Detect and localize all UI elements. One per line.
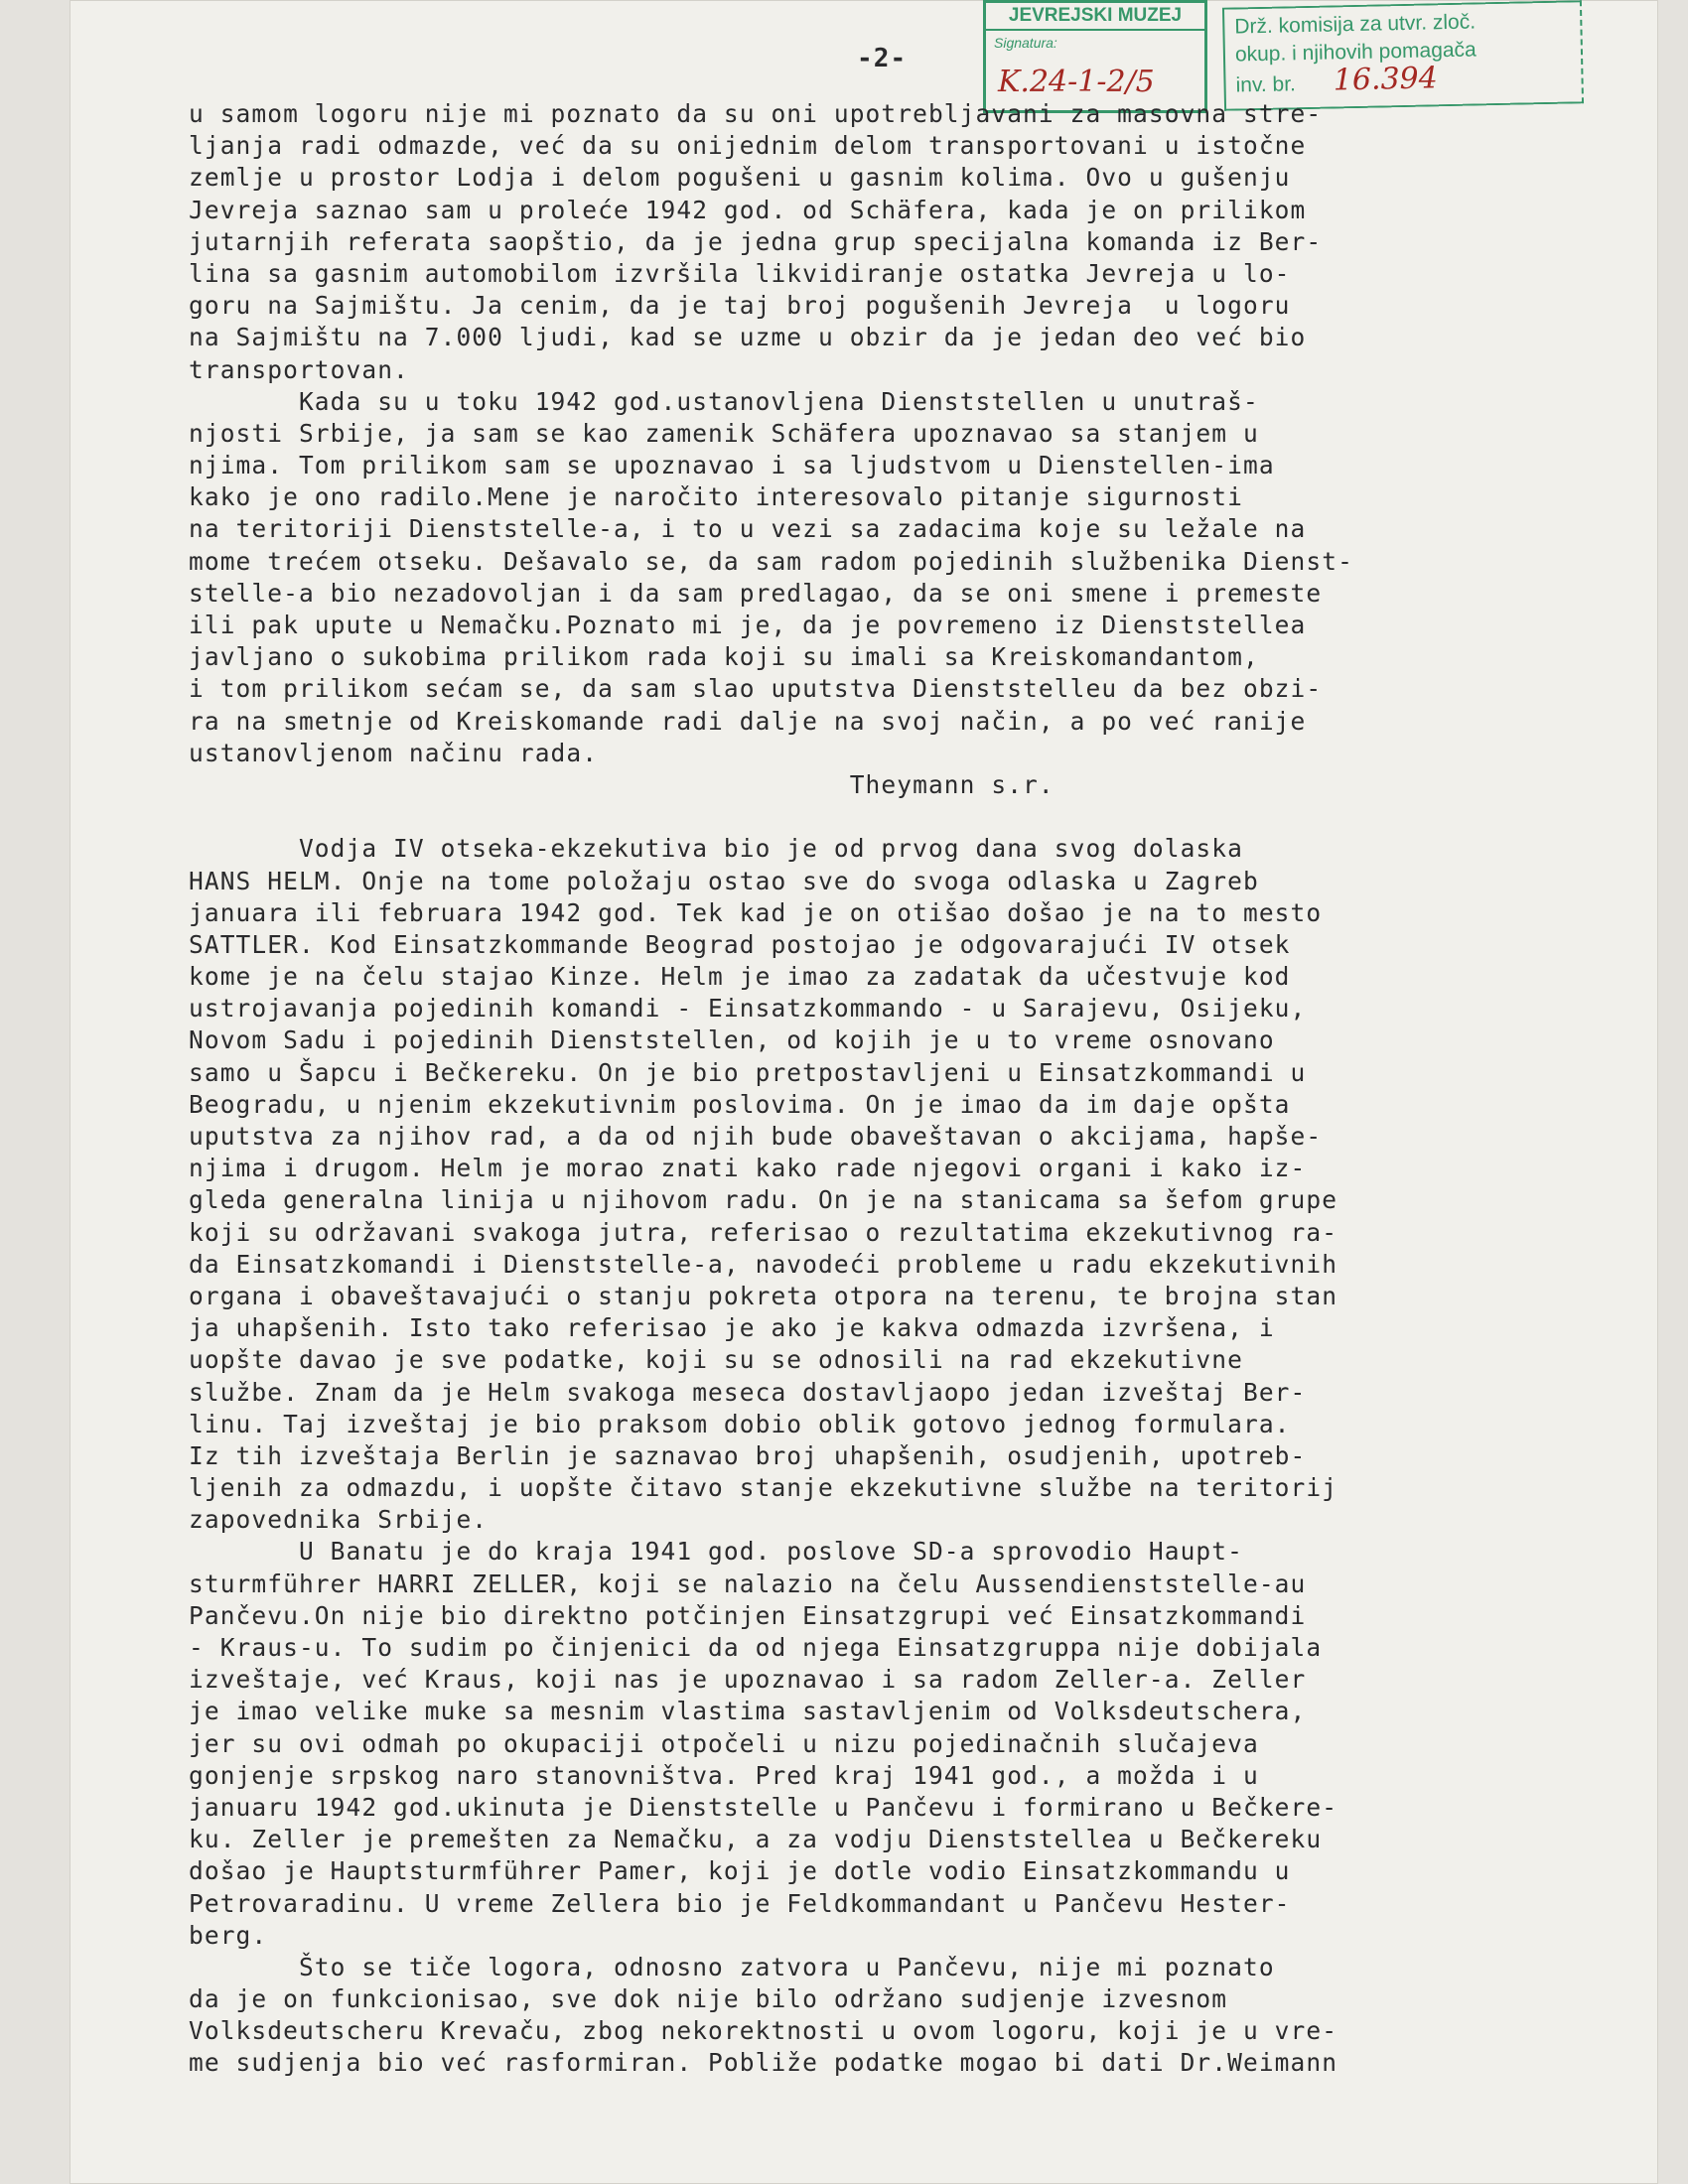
text-line: njosti Srbije, ja sam se kao zamenik Schäfera upoznavao sa stanjem u [189,418,1259,448]
text-line: kako je ono radilo.Mene je naročito interesovalo pitanje sigurnosti [189,482,1243,512]
text-line: Iz tih izveštaja Berlin je saznavao broj uhapšenih, osudjenih, upotreb- [189,1440,1307,1470]
text-line: i tom prilikom sećam se, da sam slao uputstva Dienststelleu da bez obzi- [189,674,1323,704]
text-line: januaru 1942 god.ukinuta je Dienststelle u Pančevu i formirano u Bečkere- [189,1792,1338,1822]
text-line: me sudjenja bio već rasformiran. Pobliže podatke mogao bi dati Dr.Weimann [189,2048,1338,2078]
museum-archive-stamp [983,0,1207,113]
text-line: berg. [189,1920,268,1950]
text-line: uputstva za njihov rad, a da od njih bude obaveštavan o akcijama, hapše- [189,1122,1323,1151]
text-line: stelle-a bio nezadovoljan i da sam predlagao, da se oni smene i premeste [189,578,1323,608]
text-line: kome je na čelu stajao Kinze. Helm je imao za zadatak da učestvuje kod [189,962,1291,992]
museum-stamp-signature: K.24-1-2/5 [998,65,1155,99]
text-line: Što se tiče logora, odnosno zatvora u Pančevu, nije mi poznato [189,1952,1275,1981]
text-line: Petrovaradinu. U vreme Zellera bio je Feldkommandant u Pančevu Hester- [189,1888,1291,1918]
text-line: sturmführer HARRI ZELLER, koji se nalazio na čelu Aussendienststelle-au [189,1569,1307,1598]
text-line: ku. Zeller je premešten za Nemačku, a za vodju Dienststellea u Bečkereku [189,1825,1323,1854]
text-line: jer su ovi odmah po okupaciji otpočeli u nizu pojedinačnih slučajeva [189,1728,1259,1758]
text-line: izveštaje, već Kraus, koji nas je upoznavao i sa radom Zeller-a. Zeller [189,1665,1307,1695]
text-line: - Kraus-u. To sudim po činjenici da od njega Einsatzgruppa nije dobijala [189,1633,1323,1662]
text-line: goru na Sajmištu. Ja cenim, da je taj broj pogušenih Jevreja u logoru [189,291,1291,321]
typed-body-text [189,98,1688,2080]
text-line: ljenih za odmazdu, i uopšte čitavo stanje ekzekutivne službe na teritorij [189,1473,1338,1503]
text-line: službe. Znam da je Helm svakoga meseca dostavljaopo jedan izveštaj Ber- [189,1377,1307,1407]
text-line: Jevreja saznao sam u proleće 1942 god. od Schäfera, kada je on prilikom [189,195,1307,224]
text-line: transportovan. [189,354,409,384]
text-line: HANS HELM. Onje na tome položaju ostao sve do svoga odlaska u Zagreb [189,866,1259,895]
text-line: njima i drugom. Helm je morao znati kako rade njegovi organi i kako iz- [189,1154,1307,1183]
text-line: da Einsatzkomandi i Dienststelle-a, navodeći probleme u radu ekzekutivnih [189,1249,1338,1279]
text-line: njima. Tom prilikom sam se upoznavao i sa ljudstvom u Dienstellen-ima [189,451,1275,480]
commission-stamp-inv-label: inv. br. [1235,72,1297,97]
page-number: -2- [857,44,908,73]
text-line: ljanja radi odmazde, već da su onijednim delom transportovani u istočne [189,131,1307,161]
text-line: koji su održavani svakoga jutra, referisao o rezultatima ekzekutivnog ra- [189,1217,1338,1247]
text-line: na Sajmištu na 7.000 ljudi, kad se uzme u obzir da je jedan deo već bio [189,323,1307,352]
text-line: ustrojavanja pojedinih komandi - Einsatzkommando - u Sarajevu, Osijeku, [189,994,1307,1024]
text-line: ra na smetnje od Kreiskomande radi dalje na svoj način, a po već ranije [189,706,1307,736]
text-line: je imao velike muke sa mesnim vlastima sastavljenim od Volksdeutschera, [189,1697,1307,1726]
text-line: na teritoriji Dienststelle-a, i to u vezi sa zadacima koje su ležale na [189,514,1307,544]
text-line: Beogradu, u njenim ekzekutivnim poslovima. On je imao da im daje opšta [189,1089,1291,1119]
museum-stamp-label: Signatura: [994,35,1057,51]
commission-stamp-inventory [1235,62,1572,99]
text-line: jutarnjih referata saopštio, da je jedna grup specijalna komanda iz Ber- [189,226,1323,256]
text-line: Kada su u toku 1942 god.ustanovljena Dienststellen u unutraš- [189,386,1259,416]
text-line: Novom Sadu i pojedinih Dienststellen, od kojih je u to vreme osnovano [189,1025,1275,1055]
text-line: uopšte davao je sve podatke, koji su se odnosili na rad ekzekutivne [189,1345,1243,1375]
text-line: Pančevu.On nije bio direktno potčinjen Einsatzgrupi već Einsatzkommandi [189,1600,1307,1630]
text-line: SATTLER. Kod Einsatzkommande Beograd postojao je odgovarajući IV otsek [189,929,1291,959]
text-line: da je on funkcionisao, sve dok nije bilo održano sudjenje izvesnom [189,1984,1228,2014]
text-line: januara ili februara 1942 god. Tek kad je on otišao došao je na to mesto [189,897,1323,927]
text-line: gleda generalna linija u njihovom radu. On je na stanicama sa šefom grupe [189,1185,1338,1215]
commission-stamp-line1: Drž. komisija za utvr. zloč. [1234,10,1477,39]
text-line: gonjenje srpskog naro stanovništva. Pred kraj 1941 god., a možda i u [189,1760,1259,1790]
museum-stamp-title: JEVREJSKI MUZEJ [986,3,1204,31]
text-line: javljano o sukobima prilikom rada koji su imali sa Kreiskomandantom, [189,642,1259,672]
document-page [70,0,1658,2184]
text-line: došao je Hauptsturmführer Pamer, koji je dotle vodio Einsatzkommandu u [189,1856,1291,1886]
text-line: zapovednika Srbije. [189,1505,489,1535]
text-line: ustanovljenom načinu rada. [189,738,599,767]
text-line: organa i obaveštavajući o stanju pokreta otpora na terenu, te brojna stan [189,1281,1338,1310]
text-line: Vodja IV otseka-ekzekutiva bio je od prvog dana svog dolaska [189,834,1243,864]
text-line: ili pak upute u Nemačku.Poznato mi je, da je povremeno iz Dienststellea [189,611,1307,639]
text-line: u samom logoru nije mi poznato da su oni upotrebljavani za masovna stre- [189,99,1323,128]
text-line: U Banatu je do kraja 1941 god. poslove SD-a sprovodio Haupt- [189,1537,1243,1567]
text-line: lina sa gasnim automobilom izvršila likvidiranje ostatka Jevreja u lo- [189,258,1291,288]
commission-stamp-inv-number: 16.394 [1333,61,1439,98]
text-line: linu. Taj izveštaj je bio praksom dobio oblik gotovo jednog formulara. [189,1409,1291,1438]
text-line: zemlje u prostor Lodja i delom pogušeni u gasnim kolima. Ovo u gušenju [189,163,1291,193]
commission-stamp [1222,0,1584,111]
text-line [189,801,1688,833]
text-line: Theymann s.r. [189,769,1055,799]
text-line: mome trećem otseku. Dešavalo se, da sam radom pojedinih službenika Dienst- [189,546,1353,576]
commission-stamp-line2: okup. i njihovih pomagača [1234,38,1477,67]
text-line: samo u Šapcu i Bečkereku. On je bio pretpostavljeni u Einsatzkommandi u [189,1057,1307,1087]
text-line: ja uhapšenih. Isto tako referisao je ako je kakva odmazda izvršena, i [189,1313,1275,1343]
text-line: Volksdeutscheru Krevaču, zbog nekorektnosti u ovom logoru, koji je u vre- [189,2016,1338,2046]
